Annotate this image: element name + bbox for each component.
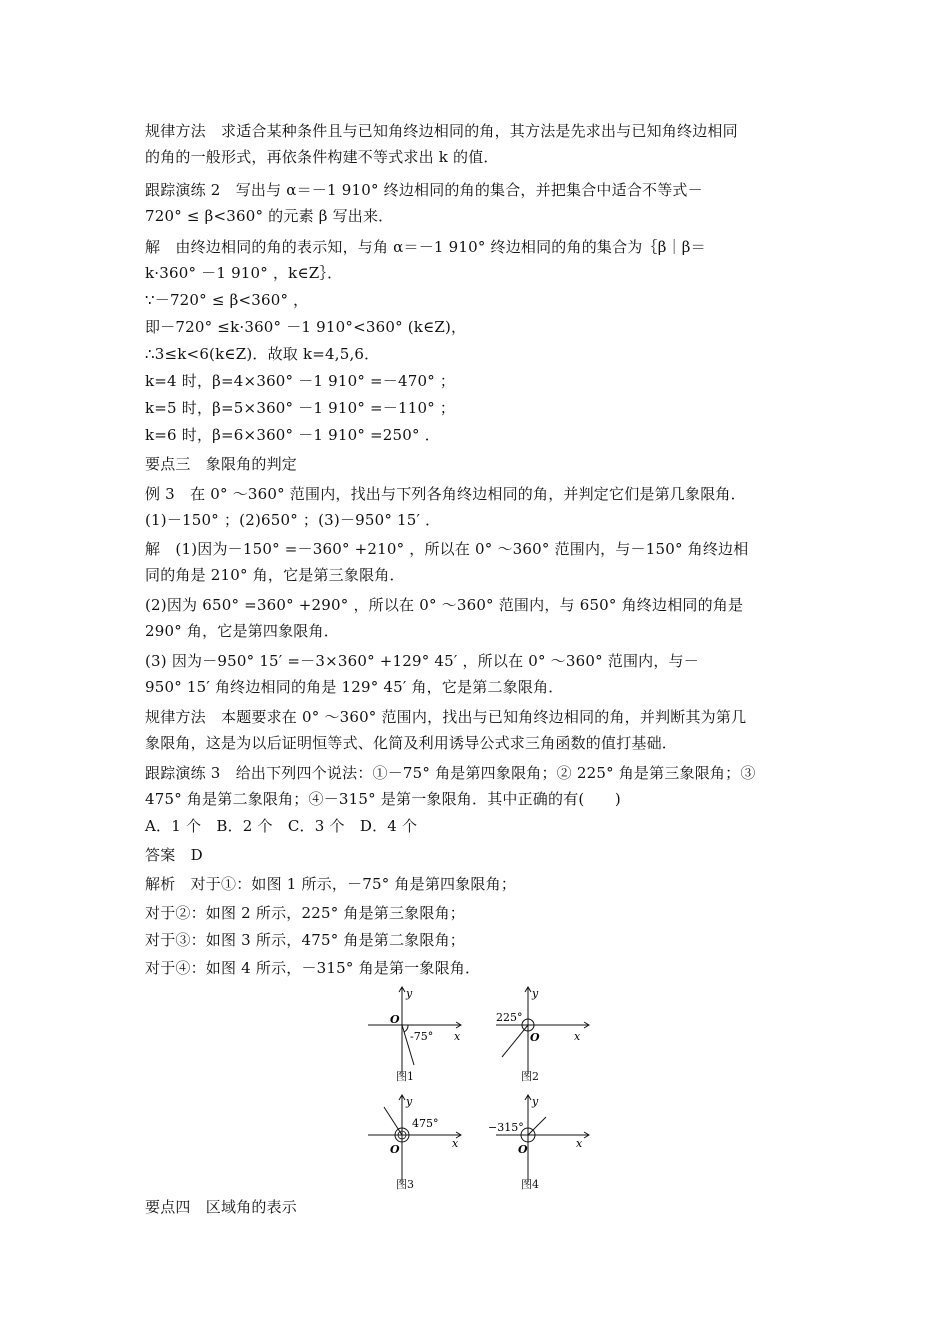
y-axis-label: y bbox=[406, 987, 413, 1000]
y-axis-label: y bbox=[532, 987, 539, 1000]
figure-3 bbox=[360, 1093, 470, 1193]
figure-caption: 图3 bbox=[396, 1178, 414, 1191]
section-heading: 要点四 区域角的表示 bbox=[145, 1198, 298, 1216]
x-axis-label: x bbox=[574, 1030, 581, 1043]
text-line: ∵－720° ≤ β<360° ， bbox=[145, 291, 309, 309]
text-line: 对于②：如图 2 所示，225° 角是第三象限角； bbox=[145, 904, 465, 922]
figure-caption: 图1 bbox=[396, 1070, 414, 1083]
x-axis-label: x bbox=[452, 1137, 459, 1150]
figure-2 bbox=[488, 985, 598, 1085]
text-line: k=4 时，β=4×360° －1 910° =－470° ； bbox=[145, 372, 456, 390]
text-line: (1)－150° ；(2)650° ；(3)－950° 15′ ． bbox=[145, 511, 441, 529]
y-axis-label: y bbox=[532, 1095, 539, 1108]
figure-caption: 图2 bbox=[521, 1070, 539, 1083]
text-line: 的角的一般形式，再依条件构建不等式求出 k 的值． bbox=[145, 148, 499, 166]
section-heading: 要点三 象限角的判定 bbox=[145, 455, 298, 473]
text-line: ∴3≤k<6(k∈Z)．故取 k=4,5,6． bbox=[145, 345, 380, 363]
figure-caption: 图4 bbox=[521, 1178, 539, 1191]
text-line: 象限角，这是为以后证明恒等式、化简及利用诱导公式求三角函数的值打基础． bbox=[145, 734, 678, 752]
answer: 答案 D bbox=[145, 846, 203, 864]
text-line: 规律方法 本题要求在 0° ～360° 范围内，找出与已知角终边相同的角，并判断其为第几 bbox=[145, 708, 747, 726]
origin-label: O bbox=[390, 1013, 400, 1026]
text-line: 跟踪演练 2 写出与 α＝－1 910° 终边相同的角的集合，并把集合中适合不等式－ bbox=[145, 181, 703, 199]
text-line: 跟踪演练 3 给出下列四个说法：①－75° 角是第四象限角；② 225° 角是第三象限角；③ bbox=[145, 764, 756, 782]
text-line: 同的角是 210° 角，它是第三象限角． bbox=[145, 566, 405, 584]
figure-1 bbox=[360, 985, 470, 1085]
x-axis-label: x bbox=[454, 1030, 461, 1043]
text-line: 对于③：如图 3 所示，475° 角是第二象限角； bbox=[145, 931, 465, 949]
text-line: 例 3 在 0° ～360° 范围内，找出与下列各角终边相同的角，并判定它们是第几象限角． bbox=[145, 485, 746, 503]
origin-label: O bbox=[530, 1031, 540, 1044]
text-line: 规律方法 求适合某种条件且与已知角终边相同的角，其方法是先求出与已知角终边相同 bbox=[145, 122, 738, 140]
text-line: 解 (1)因为－150° =－360° +210° ，所以在 0° ～360° 范围内，与－150° 角终边相 bbox=[145, 540, 749, 558]
text-line: k=6 时，β=6×360° －1 910° =250° ． bbox=[145, 426, 440, 444]
angle-label: 225° bbox=[496, 1011, 523, 1024]
text-line: 720° ≤ β<360° 的元素 β 写出来． bbox=[145, 207, 394, 225]
y-axis-label: y bbox=[406, 1095, 413, 1108]
text-line: 475° 角是第二象限角；④－315° 是第一象限角．其中正确的有( ) bbox=[145, 790, 621, 808]
text-line: 290° 角，它是第四象限角． bbox=[145, 622, 339, 640]
angle-label: -75° bbox=[410, 1030, 434, 1043]
text-line: (2)因为 650° =360° +290° ，所以在 0° ～360° 范围内，与 650° 角终边相同的角是 bbox=[145, 596, 744, 614]
text-line: 950° 15′ 角终边相同的角是 129° 45′ 角，它是第二象限角． bbox=[145, 678, 564, 696]
text-line: k·360° －1 910° ，k∈Z｝． bbox=[145, 264, 343, 282]
figure-4 bbox=[488, 1093, 598, 1193]
origin-label: O bbox=[518, 1143, 528, 1156]
answer-options: A．1 个 B．2 个 C．3 个 D．4 个 bbox=[145, 817, 418, 835]
angle-label: −315° bbox=[488, 1121, 524, 1134]
text-line: k=5 时，β=5×360° －1 910° =－110° ； bbox=[145, 399, 456, 417]
text-line: 解析 对于①：如图 1 所示，－75° 角是第四象限角； bbox=[145, 875, 517, 893]
text-line: 对于④：如图 4 所示，－315° 角是第一象限角． bbox=[145, 959, 481, 977]
angle-label: 475° bbox=[412, 1117, 439, 1130]
text-line: 即－720° ≤k·360° －1 910°<360° (k∈Z)， bbox=[145, 318, 467, 336]
text-line: (3) 因为－950° 15′ =－3×360° +129° 45′ ，所以在 0° ～360° 范围内，与－ bbox=[145, 652, 699, 670]
x-axis-label: x bbox=[576, 1137, 583, 1150]
origin-label: O bbox=[390, 1143, 400, 1156]
text-line: 解 由终边相同的角的表示知，与角 α＝－1 910° 终边相同的角的集合为｛β｜β＝ bbox=[145, 238, 706, 256]
